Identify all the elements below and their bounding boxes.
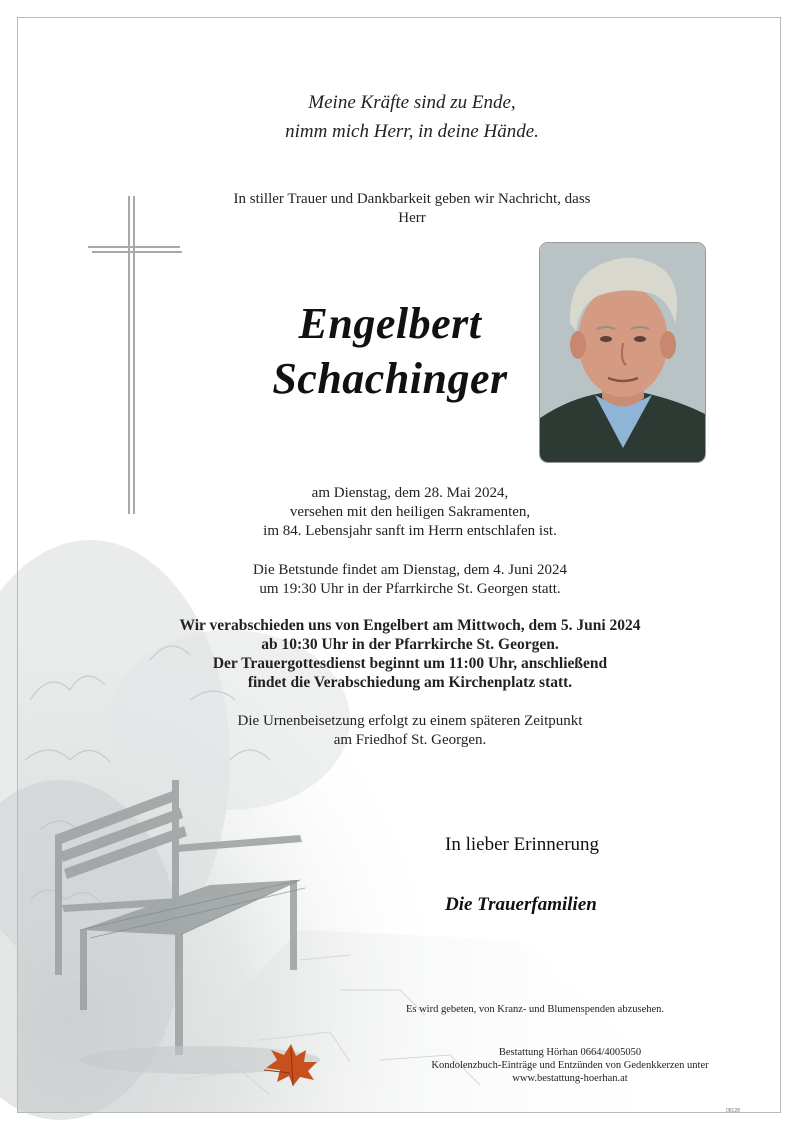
- intro-line-1: In stiller Trauer und Dankbarkeit geben wir Nachricht, dass: [233, 191, 591, 207]
- farewell-notice: [140, 616, 680, 692]
- urn-line-1: Die Urnenbeisetzung erfolgt zu einem späteren Zeitpunkt: [237, 713, 583, 729]
- cross-icon: [86, 196, 184, 514]
- verse-line-1: Meine Kräfte sind zu Ende,: [308, 92, 516, 113]
- portrait-photo: [539, 242, 706, 463]
- farewell-line-4: findet die Verabschiedung am Kirchenplatz statt.: [247, 674, 573, 691]
- death-notice: [150, 484, 670, 541]
- family-signature: Die Trauerfamilien: [445, 894, 597, 915]
- last-name: Schachinger: [272, 354, 508, 403]
- condolence-info: Kondolenzbuch-Einträge und Entzünden von Gedenkkerzen unter: [431, 1060, 709, 1071]
- opening-verse: [212, 88, 612, 146]
- funeral-home-phone: Bestattung Hörhan 0664/4005050: [498, 1047, 642, 1058]
- urn-burial-notice: [150, 712, 670, 750]
- death-line-3: im 84. Lebensjahr sanft im Herrn entschlafen ist.: [263, 523, 557, 539]
- farewell-line-2: ab 10:30 Uhr in der Pfarrkirche St. Georgen.: [261, 636, 559, 653]
- urn-line-2: am Friedhof St. Georgen.: [333, 732, 487, 748]
- prayer-hour-notice: [150, 561, 670, 599]
- memory-phrase: In lieber Erinnerung: [445, 834, 600, 855]
- intro-text: [202, 190, 622, 228]
- prayer-line-2: um 19:30 Uhr in der Pfarrkirche St. Georgen statt.: [259, 581, 561, 597]
- intro-line-2: Herr: [398, 210, 426, 226]
- death-line-1: am Dienstag, dem 28. Mai 2024,: [311, 485, 509, 501]
- document-code: 08128: [726, 1108, 740, 1114]
- death-line-2: versehen mit den heiligen Sakramenten,: [289, 504, 531, 520]
- verse-line-2: nimm mich Herr, in deine Hände.: [285, 121, 539, 142]
- farewell-line-3: Der Trauergottesdienst beginnt um 11:00 Uhr, anschließend: [212, 655, 608, 672]
- first-name: Engelbert: [298, 299, 482, 348]
- funeral-home-website[interactable]: www.bestattung-hoerhan.at: [512, 1073, 628, 1084]
- autumn-leaf-icon: [262, 1040, 320, 1090]
- prayer-line-1: Die Betstunde findet am Dienstag, dem 4. Juni 2024: [252, 562, 568, 578]
- farewell-line-1: Wir verabschieden uns von Engelbert am Mittwoch, dem 5. Juni 2024: [179, 617, 641, 634]
- funeral-home-info: [420, 1046, 720, 1085]
- deceased-name: [200, 296, 580, 406]
- flowers-note: Es wird gebeten, von Kranz- und Blumenspenden abzusehen.: [405, 1004, 665, 1015]
